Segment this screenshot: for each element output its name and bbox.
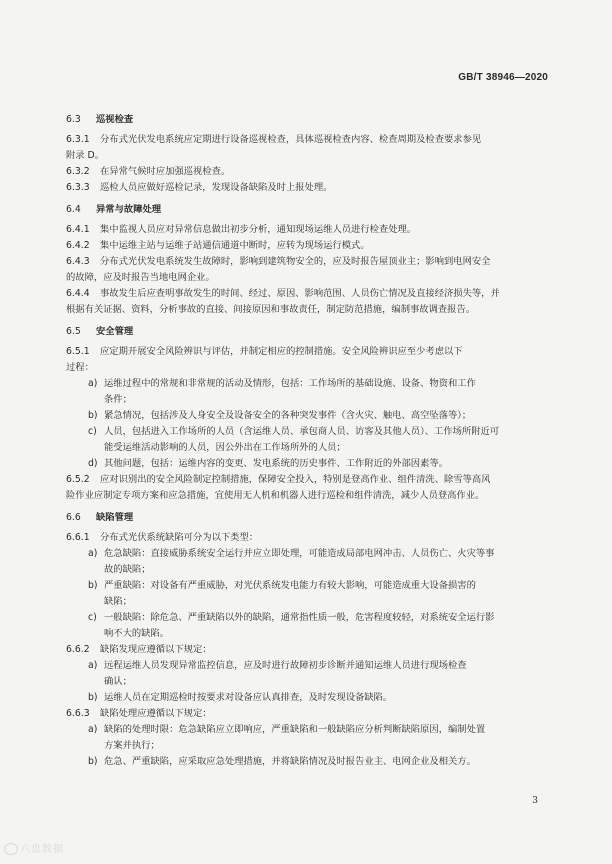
clause-6-3-3: 6.3.3 巡检人员应做好巡检记录，发现设备缺陷及时上报处理。 (66, 182, 333, 193)
page-number: 3 (532, 796, 538, 806)
list-item-6-6-2-a: a) 远程运维人员发现异常监控信息，应及时进行故障初步诊断并通知运维人员进行现场检查 (88, 660, 467, 671)
section-heading-6-3: 6.3 巡视检查 (66, 114, 134, 125)
list-item-6-6-1-a-cont: 故的缺陷； (104, 564, 151, 575)
document-body (66, 106, 550, 770)
clause-6-3-1: 6.3.1 分布式光伏发电系统应定期进行设备巡视检查，具体巡视检查内容、检查周期及检查要求参见 (66, 134, 482, 145)
clause-6-4-3-cont: 的故障，应及时报告当地电网企业。 (66, 272, 215, 283)
list-item-6-5-1-c: c) 人员，包括进入工作场所的人员（含运维人员、承包商人员、访客及其他人员）、工作场所附近可 (88, 426, 500, 437)
watermark-logo-icon (4, 843, 18, 855)
list-item-6-6-1-a: a) 危急缺陷：直接威胁系统安全运行并应立即处理，可能造成局部电网冲击、人员伤亡、火灾等事 (88, 548, 495, 559)
list-item-6-6-3-a-cont: 方案并执行； (104, 740, 160, 751)
clause-6-5-1-cont: 过程： (66, 362, 94, 373)
clause-6-3-2: 6.3.2 在异常气候时应加强巡视检查。 (66, 166, 231, 177)
list-item-6-6-1-b-cont: 缺陷； (104, 596, 132, 607)
clause-6-4-1: 6.4.1 集中监视人员应对异常信息做出初步分析，通知现场运维人员进行检查处理。 (66, 224, 417, 235)
clause-6-3-1-cont: 附录 D。 (66, 150, 105, 161)
list-item-6-5-1-c-cont: 能受运维活动影响的人员，因公外出在工作场所外的人员； (104, 442, 346, 453)
clause-6-4-4: 6.4.4 事故发生后应查明事故发生的时间、经过、原因、影响范围、人员伤亡情况及直接经济损失等，并 (66, 288, 500, 299)
clause-6-5-1: 6.5.1 应定期开展安全风险辨识与评估，并制定相应的控制措施。安全风险辨识应至少考虑以下 (66, 346, 463, 357)
clause-6-5-2: 6.5.2 应对识别出的安全风险制定控制措施，保障安全投入，特别是登高作业、组件清洗、除雪等高风 (66, 474, 491, 485)
list-item-6-6-3-a: a) 缺陷的处理时限：危急缺陷应立即响应，严重缺陷和一般缺陷应分析判断缺陷原因，编制处置 (88, 724, 486, 735)
watermark (4, 840, 64, 855)
clause-6-5-2-cont: 险作业应制定专项方案和应急措施，宜使用无人机和机器人进行巡检和组件清洗，减少人员登高作业。 (66, 490, 485, 501)
list-item-6-6-1-b: b) 严重缺陷：对设备有严重威胁，对光伏系统发电能力有较大影响，可能造成重大设备损害的 (88, 580, 476, 591)
clause-6-6-1: 6.6.1 分布式光伏系统缺陷可分为以下类型： (66, 532, 259, 543)
watermark-text: 六盘数据 (20, 844, 64, 855)
list-item-6-6-2-a-cont: 确认； (104, 676, 132, 687)
list-item-6-5-1-a-cont: 条件； (104, 394, 132, 405)
list-item-6-5-1-b: b) 紧急情况，包括涉及人身安全及设备安全的各种突发事件（含火灾、触电、高空坠落等）； (88, 410, 472, 421)
list-item-6-6-3-b: b) 危急、严重缺陷，应采取应急处理措施，并将缺陷情况及时报告业主、电网企业及相关方。 (88, 756, 476, 767)
clause-6-6-2: 6.6.2 缺陷发现应遵循以下规定： (66, 644, 212, 655)
section-heading-6-4: 6.4 异常与故障处理 (66, 204, 162, 215)
clause-6-6-3: 6.6.3 缺陷处理应遵循以下规定： (66, 708, 212, 719)
clause-6-4-2: 6.4.2 集中运维主站与运维子站通信通道中断时，应转为现场运行模式。 (66, 240, 370, 251)
clause-6-4-3: 6.4.3 分布式光伏发电系统发生故障时，影响到建筑物安全的，应及时报告屋顶业主；影响到电网安全 (66, 256, 491, 267)
list-item-6-5-1-d: d) 其他问题，包括：运维内容的变更、发电系统的历史事件、工作附近的外部因素等。 (88, 458, 448, 469)
section-heading-6-5: 6.5 安全管理 (66, 326, 134, 337)
list-item-6-5-1-a: a) 运维过程中的常规和非常规的活动及情形，包括：工作场所的基础设施、设备、物资和工作 (88, 378, 476, 389)
standard-code: GB/T 38946—2020 (458, 72, 548, 83)
section-heading-6-6: 6.6 缺陷管理 (66, 512, 134, 523)
list-item-6-6-1-c: c) 一般缺陷：除危急、严重缺陷以外的缺陷，通常指性质一般，危害程度较轻，对系统安全运行影 (88, 612, 495, 623)
list-item-6-6-1-c-cont: 响不大的缺陷。 (104, 628, 170, 639)
list-item-6-6-2-b: b) 运维人员在定期巡检时按要求对设备应认真排查，及时发现设备缺陷。 (88, 692, 393, 703)
clause-6-4-4-cont: 根据有关证据、资料，分析事故的直接、间接原因和事故责任，制定防范措施，编制事故调查报告。 (66, 304, 476, 315)
